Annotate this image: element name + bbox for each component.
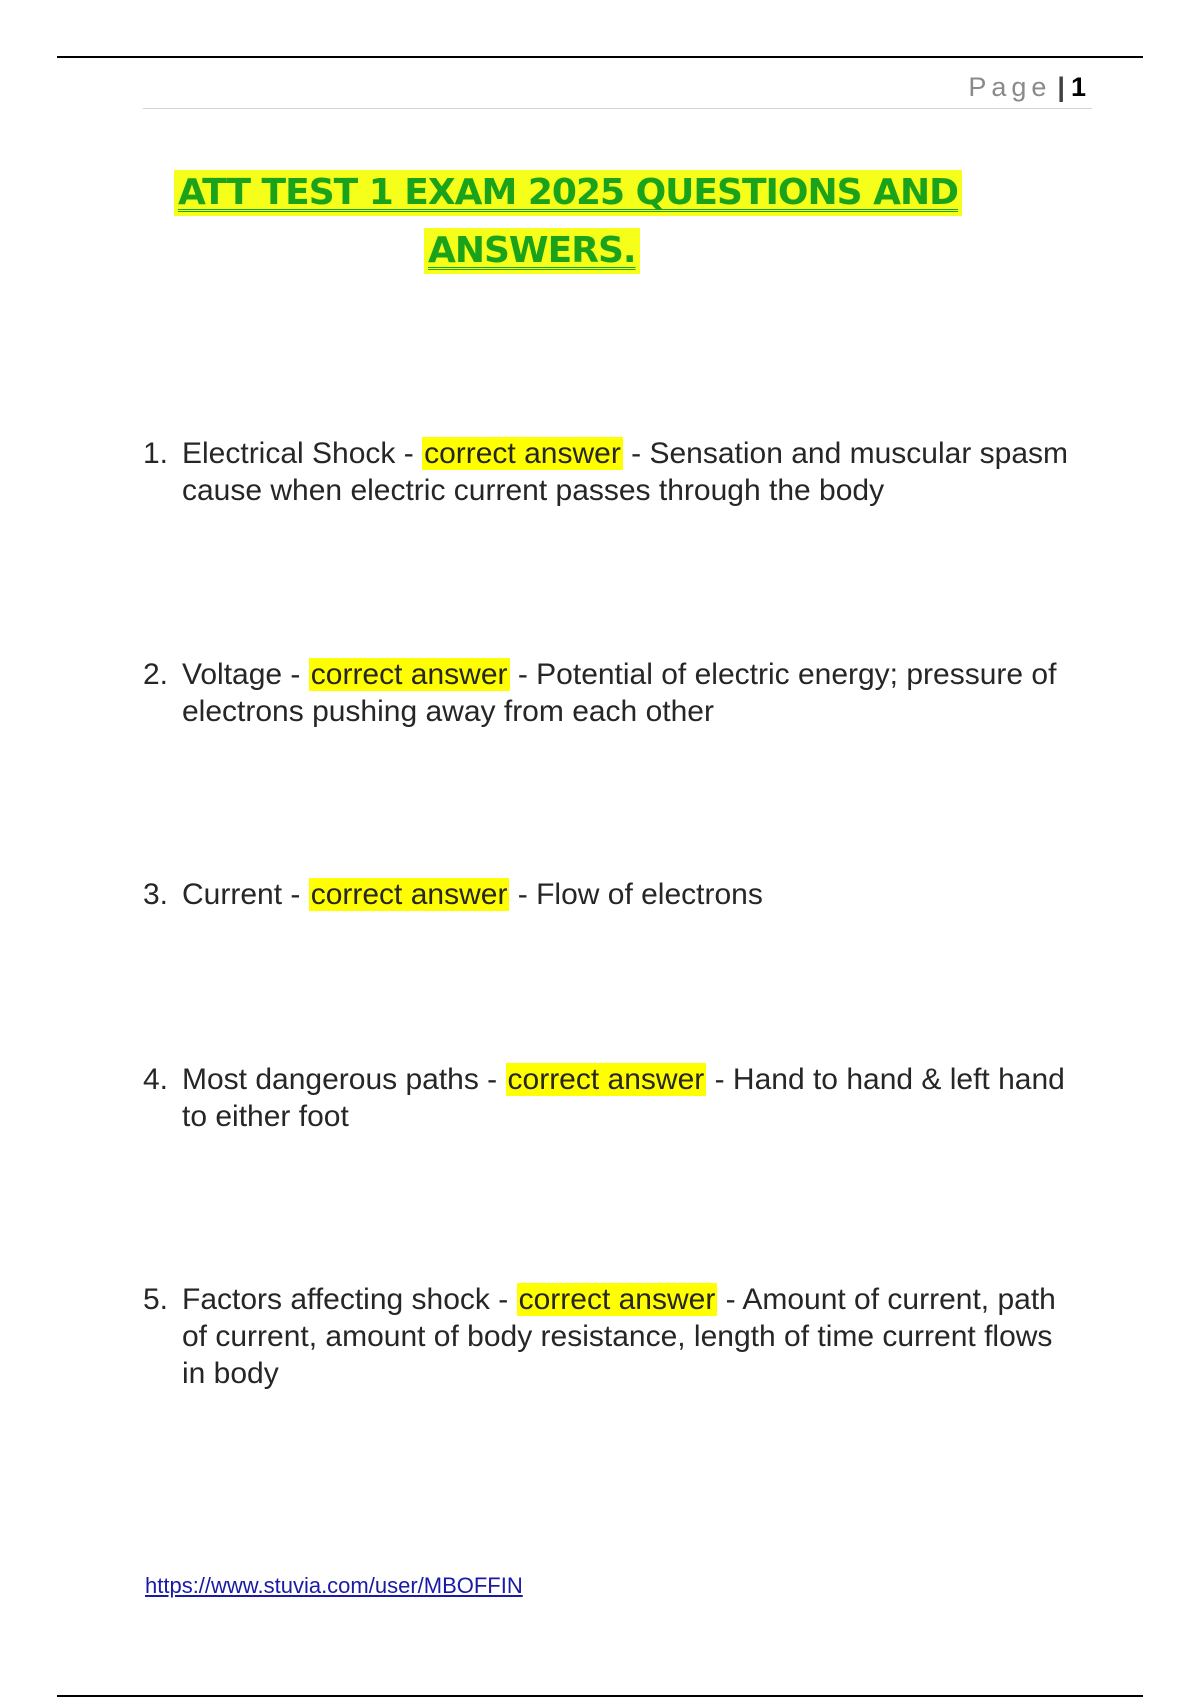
qa-item-1 bbox=[143, 435, 1083, 509]
bottom-rule bbox=[57, 1695, 1143, 1697]
page-header bbox=[143, 64, 1092, 109]
page-indicator bbox=[968, 70, 1086, 104]
item-term: Factors affecting shock - bbox=[182, 1283, 517, 1316]
item-text bbox=[182, 876, 1083, 913]
answer-marker: correct answer bbox=[310, 658, 508, 691]
item-number: 5. bbox=[143, 1283, 169, 1316]
answer-marker: correct answer bbox=[518, 1283, 716, 1316]
item-term: Most dangerous paths - bbox=[182, 1063, 506, 1096]
item-number: 4. bbox=[143, 1063, 169, 1096]
item-term: Electrical Shock - bbox=[182, 437, 423, 470]
document-title-line-2: ANSWERS. bbox=[424, 228, 640, 274]
item-definition: - Sensation and muscular spasm cause when electric current passes through the body bbox=[182, 437, 1069, 507]
item-definition: - Flow of electrons bbox=[509, 878, 763, 911]
answer-marker: correct answer bbox=[424, 437, 621, 470]
item-number: 1. bbox=[143, 437, 169, 470]
item-term: Current - bbox=[182, 878, 309, 911]
top-rule bbox=[57, 56, 1143, 58]
page-number: 1 bbox=[1070, 72, 1086, 102]
item-text bbox=[182, 656, 1083, 730]
qa-item-5 bbox=[143, 1281, 1083, 1392]
answer-marker: correct answer bbox=[507, 1063, 705, 1096]
qa-item-2 bbox=[143, 656, 1083, 730]
item-term: Voltage - bbox=[182, 658, 309, 691]
item-definition: - Potential of electric energy; pressure of electrons pushing away from each other bbox=[182, 658, 1057, 728]
item-definition: - Amount of current, path of current, amount of body resistance, length of time current flows in body bbox=[182, 1283, 1056, 1390]
page-separator: | bbox=[1057, 72, 1065, 102]
item-text bbox=[182, 1281, 1083, 1392]
footer-profile-link[interactable]: https://www.stuvia.com/user/MBOFFIN bbox=[145, 1573, 523, 1598]
answer-marker: correct answer bbox=[310, 878, 508, 911]
item-text bbox=[182, 1061, 1083, 1135]
qa-item-4 bbox=[143, 1061, 1083, 1135]
item-definition: - Hand to hand & left hand to either foot bbox=[182, 1063, 1065, 1133]
qa-item-3 bbox=[143, 876, 1083, 913]
page-word: Page bbox=[968, 72, 1052, 102]
item-text bbox=[182, 435, 1083, 509]
item-number: 3. bbox=[143, 878, 169, 911]
document-title-line-1: ATT TEST 1 EXAM 2025 QUESTIONS AND bbox=[174, 170, 962, 216]
item-number: 2. bbox=[143, 658, 169, 691]
